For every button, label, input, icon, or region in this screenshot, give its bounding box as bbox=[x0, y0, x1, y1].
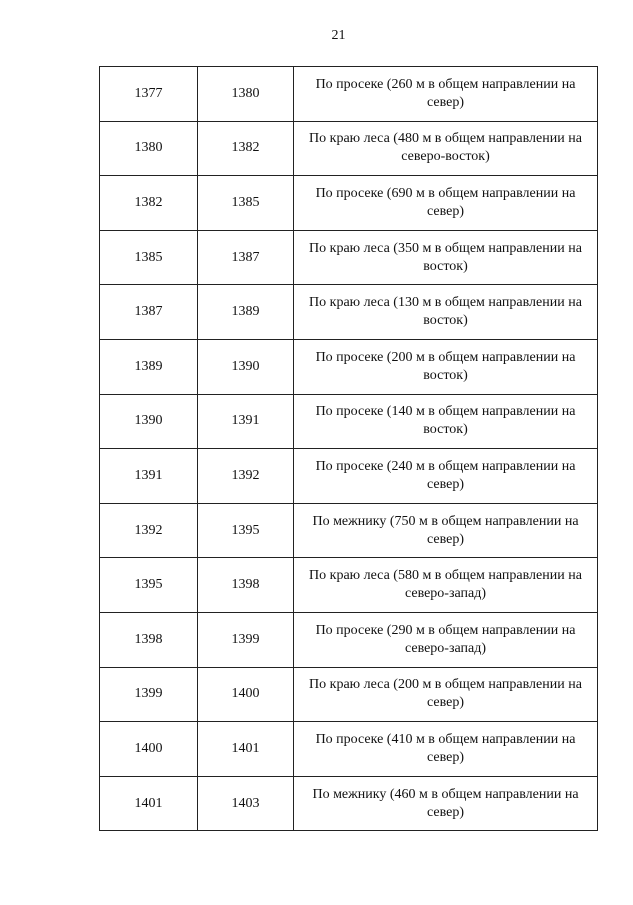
cell-from-point: 1392 bbox=[100, 503, 198, 558]
cell-from-point: 1387 bbox=[100, 285, 198, 340]
cell-from-point: 1399 bbox=[100, 667, 198, 722]
cell-description: По просеке (260 м в общем направлении на север) bbox=[294, 67, 598, 122]
table-row bbox=[100, 176, 598, 231]
cell-description: По просеке (240 м в общем направлении на север) bbox=[294, 449, 598, 504]
table-body bbox=[100, 67, 598, 831]
table-row bbox=[100, 67, 598, 122]
cell-to-point: 1403 bbox=[198, 776, 294, 831]
cell-description: По краю леса (580 м в общем направлении на северо-запад) bbox=[294, 558, 598, 613]
cell-description: По краю леса (130 м в общем направлении на восток) bbox=[294, 285, 598, 340]
table-row bbox=[100, 121, 598, 176]
cell-description: По краю леса (480 м в общем направлении на северо-восток) bbox=[294, 121, 598, 176]
cell-to-point: 1385 bbox=[198, 176, 294, 231]
cell-from-point: 1395 bbox=[100, 558, 198, 613]
table-row bbox=[100, 722, 598, 777]
cell-description: По просеке (200 м в общем направлении на восток) bbox=[294, 339, 598, 394]
table-row bbox=[100, 394, 598, 449]
cell-description: По краю леса (350 м в общем направлении на восток) bbox=[294, 230, 598, 285]
table-row bbox=[100, 558, 598, 613]
cell-to-point: 1389 bbox=[198, 285, 294, 340]
table-row bbox=[100, 667, 598, 722]
cell-to-point: 1395 bbox=[198, 503, 294, 558]
table-row bbox=[100, 285, 598, 340]
cell-description: По просеке (690 м в общем направлении на север) bbox=[294, 176, 598, 231]
table-row bbox=[100, 449, 598, 504]
cell-to-point: 1392 bbox=[198, 449, 294, 504]
table-row bbox=[100, 612, 598, 667]
cell-to-point: 1380 bbox=[198, 67, 294, 122]
cell-description: По просеке (410 м в общем направлении на север) bbox=[294, 722, 598, 777]
cell-from-point: 1377 bbox=[100, 67, 198, 122]
cell-to-point: 1401 bbox=[198, 722, 294, 777]
page-number: 21 bbox=[331, 28, 346, 43]
table-row bbox=[100, 339, 598, 394]
cell-from-point: 1391 bbox=[100, 449, 198, 504]
cell-to-point: 1398 bbox=[198, 558, 294, 613]
table-row bbox=[100, 503, 598, 558]
cell-description: По межнику (750 м в общем направлении на север) bbox=[294, 503, 598, 558]
cell-description: По краю леса (200 м в общем направлении на север) bbox=[294, 667, 598, 722]
cell-from-point: 1382 bbox=[100, 176, 198, 231]
cell-to-point: 1390 bbox=[198, 339, 294, 394]
cell-description: По просеке (140 м в общем направлении на восток) bbox=[294, 394, 598, 449]
cell-to-point: 1391 bbox=[198, 394, 294, 449]
cell-from-point: 1385 bbox=[100, 230, 198, 285]
cell-to-point: 1387 bbox=[198, 230, 294, 285]
boundary-table bbox=[99, 66, 598, 831]
table-row bbox=[100, 776, 598, 831]
cell-description: По просеке (290 м в общем направлении на северо-запад) bbox=[294, 612, 598, 667]
cell-from-point: 1389 bbox=[100, 339, 198, 394]
cell-description: По межнику (460 м в общем направлении на север) bbox=[294, 776, 598, 831]
table-row bbox=[100, 230, 598, 285]
cell-from-point: 1390 bbox=[100, 394, 198, 449]
cell-from-point: 1400 bbox=[100, 722, 198, 777]
cell-to-point: 1399 bbox=[198, 612, 294, 667]
cell-from-point: 1401 bbox=[100, 776, 198, 831]
cell-to-point: 1400 bbox=[198, 667, 294, 722]
cell-to-point: 1382 bbox=[198, 121, 294, 176]
cell-from-point: 1398 bbox=[100, 612, 198, 667]
cell-from-point: 1380 bbox=[100, 121, 198, 176]
